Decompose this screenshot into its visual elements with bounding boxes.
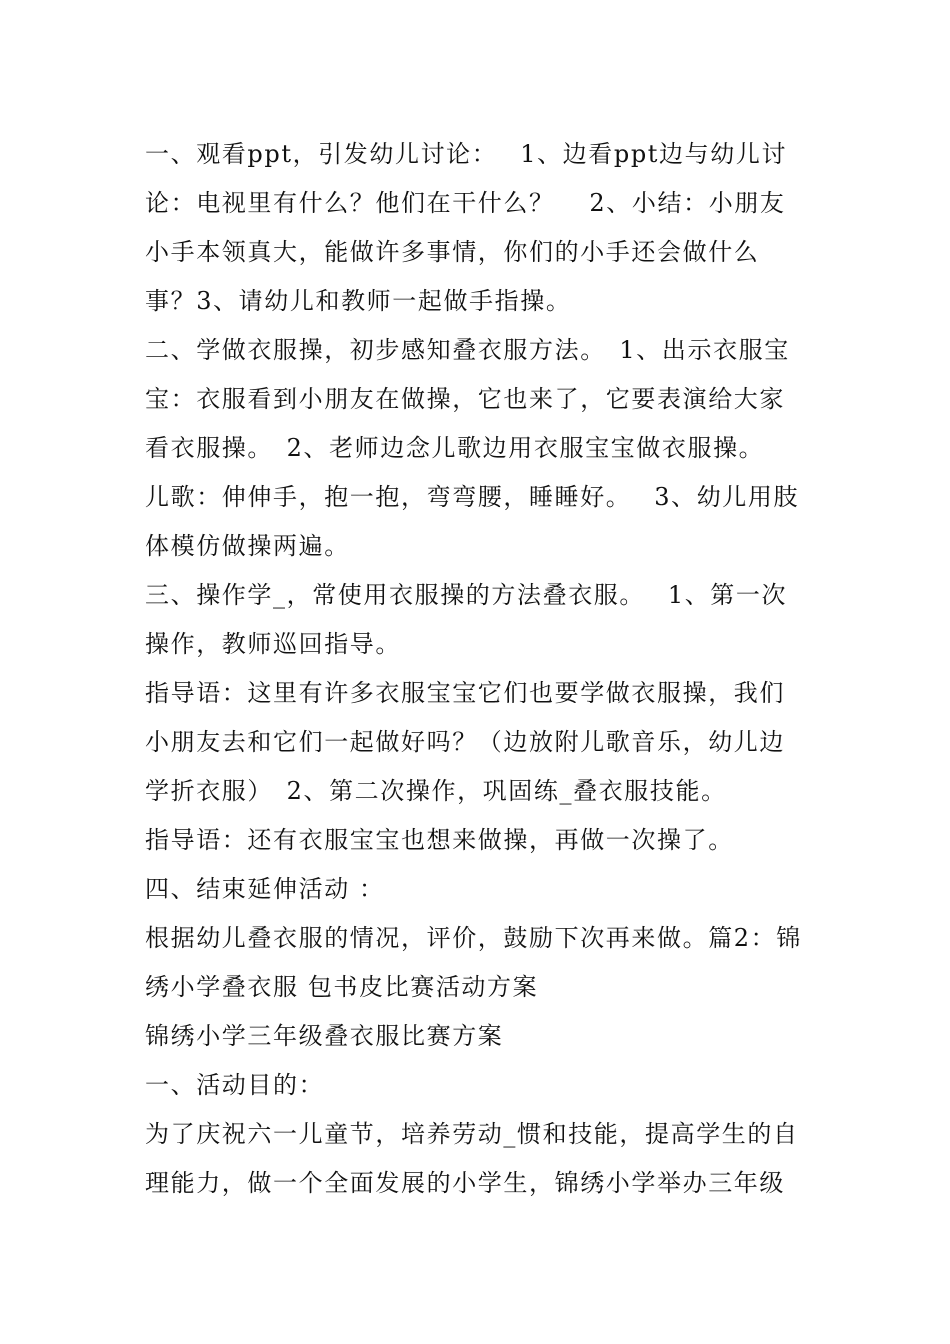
paragraph-activity-1: 一、观看ppt，引发幼儿讨论： 1、边看ppt边与幼儿讨论：电视里有什么？他们在干什么？ 2、小结：小朋友小手本领真大，能做许多事情，你们的小手还会做什么事？3、请幼儿和教师一起做手指操。 bbox=[145, 140, 788, 315]
paragraph-guidance-2: 指导语：还有衣服宝宝也想来做操，再做一次操了。 bbox=[145, 826, 734, 854]
section-heading-purpose: 一、活动目的： bbox=[145, 1071, 325, 1099]
section-title: 锦绣小学三年级叠衣服比赛方案 bbox=[145, 1022, 504, 1050]
paragraph-evaluation: 根据幼儿叠衣服的情况，评价，鼓励下次再来做。篇2：锦绣小学叠衣服 包书皮比赛活动方案 bbox=[145, 924, 802, 1001]
document-body bbox=[145, 130, 810, 1208]
paragraph-purpose: 为了庆祝六一儿童节，培养劳动_惯和技能，提高学生的自理能力，做一个全面发展的小学生，锦绣小学举办三年级 bbox=[145, 1120, 799, 1197]
paragraph-guidance-1: 指导语：这里有许多衣服宝宝它们也要学做衣服操，我们小朋友去和它们一起做好吗？（边放附儿歌音乐，幼儿边学折衣服） 2、第二次操作，巩固练_叠衣服技能。 bbox=[145, 679, 785, 805]
paragraph-activity-4: 四、结束延伸活动 ： bbox=[145, 875, 385, 903]
paragraph-nursery-rhyme: 儿歌：伸伸手，抱一抱，弯弯腰，睡睡好。 3、幼儿用肢体模仿做操两遍。 bbox=[145, 483, 800, 560]
paragraph-activity-2: 二、学做衣服操，初步感知叠衣服方法。 1、出示衣服宝宝：衣服看到小朋友在做操，它也来了，它要表演给大家看衣服操。 2、老师边念儿歌边用衣服宝宝做衣服操。 bbox=[145, 336, 790, 462]
paragraph-activity-3: 三、操作学_，常使用衣服操的方法叠衣服。 1、第一次操作，教师巡回指导。 bbox=[145, 581, 788, 658]
